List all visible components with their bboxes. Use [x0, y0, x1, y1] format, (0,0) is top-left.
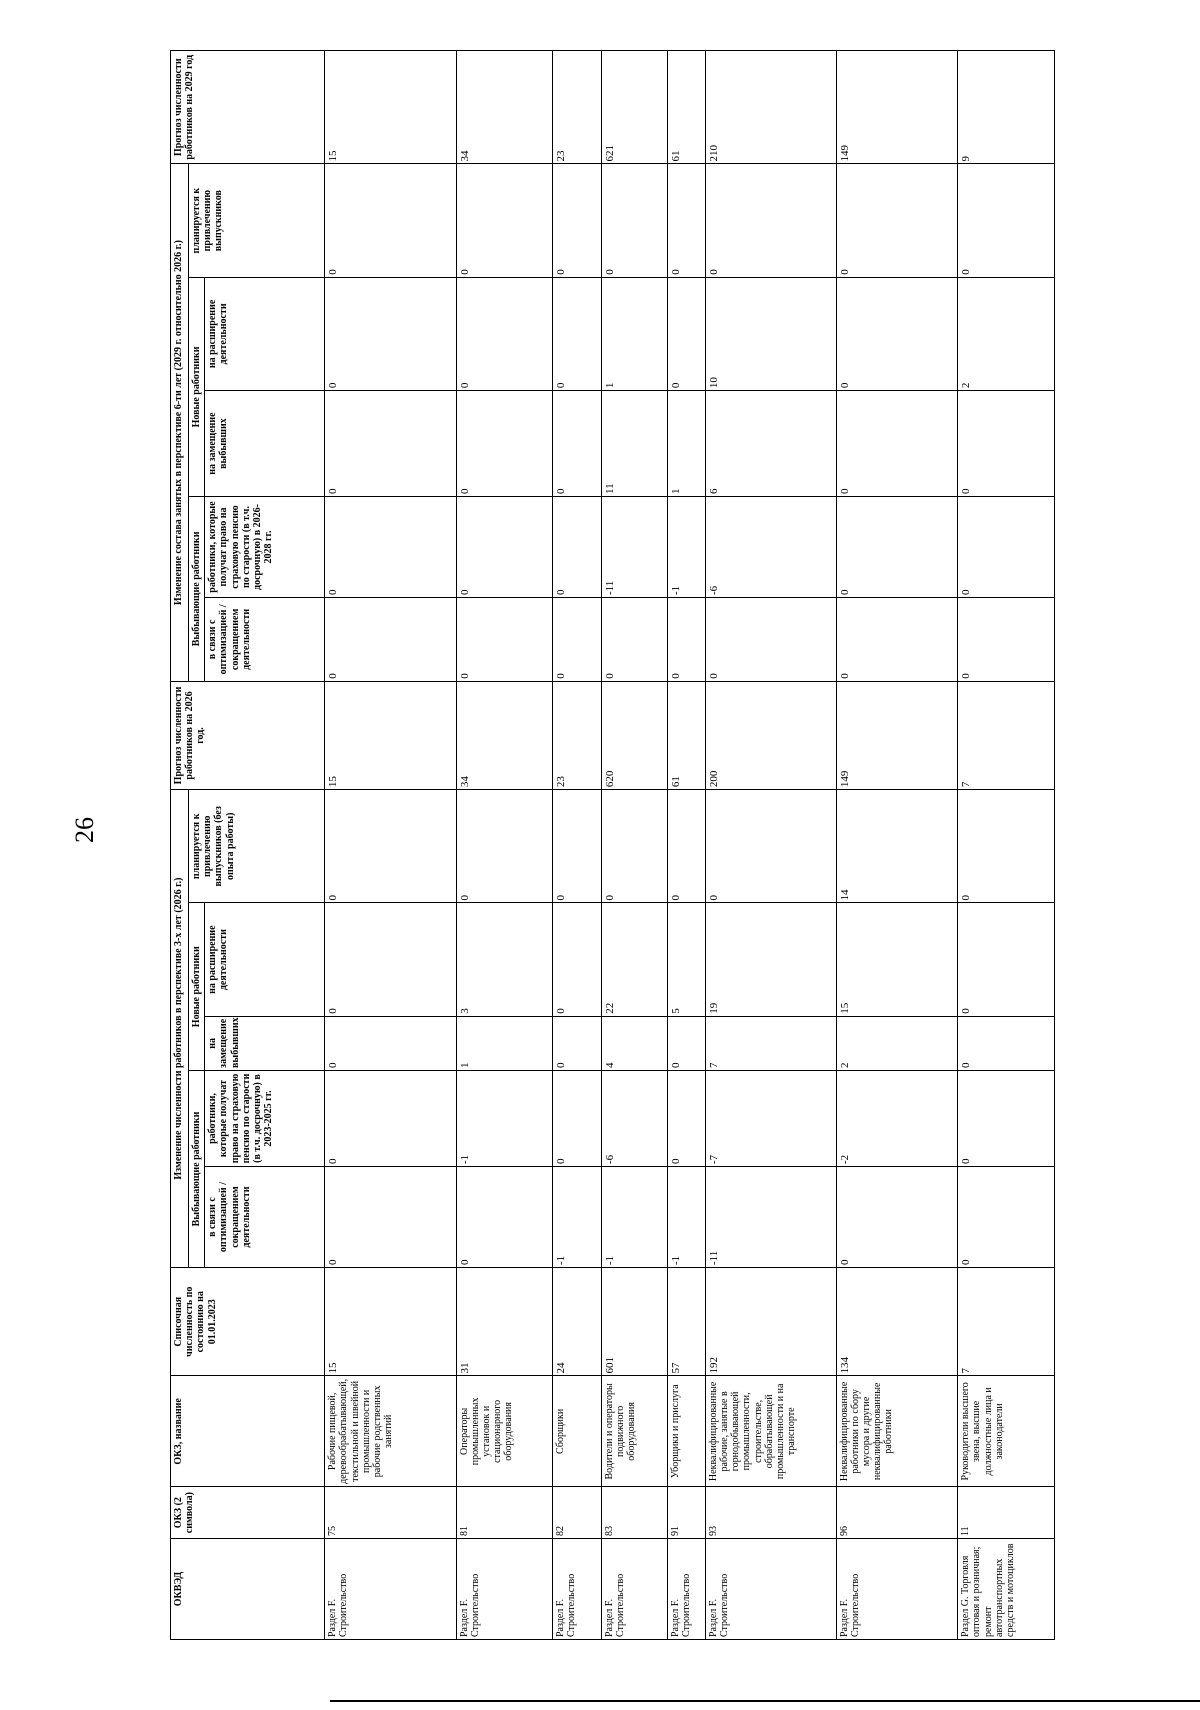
- cell-l_pen6: -6: [705, 497, 836, 598]
- table-row: [705, 51, 836, 1640]
- cell-hc2023: 7: [958, 1268, 1055, 1376]
- cell-n_rep6: 0: [836, 391, 958, 497]
- cell-grads6: 0: [553, 164, 601, 277]
- cell-n_exp6: 2: [958, 277, 1055, 390]
- cell-n_rep: 1: [456, 1016, 553, 1070]
- cell-name: Уборщики и прислуга: [668, 1376, 706, 1487]
- cell-l_opt6: 0: [836, 598, 958, 682]
- cell-name: Неквалифицированные рабочие, занятые в горнодобывающей промышленности, строительстве, обрабатывающей промышленности и на транспорте: [705, 1376, 836, 1487]
- cell-f2029: 61: [668, 51, 706, 164]
- header-new-expand-6y: на расширение деятельности: [205, 277, 325, 390]
- cell-okz: 82: [553, 1487, 601, 1539]
- cell-f2029: 15: [325, 51, 456, 164]
- table-row: [836, 51, 958, 1640]
- cell-f2029: 149: [836, 51, 958, 164]
- header-new-expand-3y: на расширение деятельности: [205, 903, 325, 1016]
- cell-n_exp: 22: [601, 903, 667, 1016]
- cell-okz: 75: [325, 1487, 456, 1539]
- cell-okz: 91: [668, 1487, 706, 1539]
- cell-grads: 0: [668, 790, 706, 903]
- cell-l_opt: 0: [456, 1167, 553, 1268]
- header-leaving-6y: Выбывающие работники: [189, 497, 205, 682]
- cell-f2029: 23: [553, 51, 601, 164]
- header-grads-3y: планируется к привлечению выпускников (без опыта работы): [189, 790, 325, 903]
- cell-okz: 81: [456, 1487, 553, 1539]
- cell-n_exp6: 0: [325, 277, 456, 390]
- cell-n_exp6: 10: [705, 277, 836, 390]
- cell-l_pen: -1: [456, 1070, 553, 1166]
- cell-n_rep6: 0: [456, 391, 553, 497]
- header-leaving-pension-3y: работники, которые получат право на страховую пенсию по старости (в т.ч. досрочную) в 2023-2025 гг.: [205, 1070, 325, 1166]
- cell-l_opt: -1: [601, 1167, 667, 1268]
- cell-name: Водители и операторы подвижного оборудования: [601, 1376, 667, 1487]
- header-leaving-opt-6y: в связи с оптимизацией / сокращением деятельности: [205, 598, 325, 682]
- cell-grads6: 0: [705, 164, 836, 277]
- cell-l_pen6: -1: [668, 497, 706, 598]
- cell-okved: Раздел G. Торговля оптовая и розничная; ремонт автотранспортных средств и мотоциклов: [958, 1539, 1055, 1640]
- cell-n_rep: 0: [668, 1016, 706, 1070]
- cell-f2026: 620: [601, 681, 667, 789]
- cell-hc2023: 192: [705, 1268, 836, 1376]
- cell-l_pen6: 0: [456, 497, 553, 598]
- cell-n_rep6: 0: [553, 391, 601, 497]
- header-okved: ОКВЭД: [171, 1539, 325, 1640]
- cell-l_opt6: 0: [456, 598, 553, 682]
- cell-okved: Раздел F. Строительство: [553, 1539, 601, 1640]
- cell-l_pen: 0: [325, 1070, 456, 1166]
- cell-l_pen: -7: [705, 1070, 836, 1166]
- cell-okved: Раздел F. Строительство: [668, 1539, 706, 1640]
- cell-f2026: 149: [836, 681, 958, 789]
- cell-l_opt: -1: [668, 1167, 706, 1268]
- cell-f2026: 23: [553, 681, 601, 789]
- cell-l_opt6: 0: [553, 598, 601, 682]
- cell-grads6: 0: [325, 164, 456, 277]
- cell-l_pen: 0: [958, 1070, 1055, 1166]
- cell-n_exp6: 0: [668, 277, 706, 390]
- cell-name: Рабочие пищевой, деревообрабатывающей, текстильной и швейной промышленности и рабочие родственных занятий: [325, 1376, 456, 1487]
- cell-l_pen6: 0: [553, 497, 601, 598]
- cell-okved: Раздел F. Строительство: [325, 1539, 456, 1640]
- header-leaving-opt-3y: в связи с оптимизацией / сокращением деятельности: [205, 1167, 325, 1268]
- cell-n_rep6: 0: [958, 391, 1055, 497]
- cell-l_opt: -11: [705, 1167, 836, 1268]
- cell-okz: 93: [705, 1487, 836, 1539]
- cell-l_opt: 0: [836, 1167, 958, 1268]
- table-body: [325, 51, 1055, 1640]
- header-headcount-2023: Списочная численность по состоянию на 01.01.2023: [171, 1268, 325, 1376]
- workforce-table: [170, 50, 1055, 1640]
- cell-n_exp6: 0: [456, 277, 553, 390]
- cell-n_rep: 0: [553, 1016, 601, 1070]
- header-forecast-2029: Прогноз численности работников на 2029 год: [171, 51, 325, 164]
- cell-grads6: 0: [668, 164, 706, 277]
- cell-l_opt: 0: [958, 1167, 1055, 1268]
- table-row: [668, 51, 706, 1640]
- cell-n_exp: 0: [958, 903, 1055, 1016]
- cell-l_opt6: 0: [325, 598, 456, 682]
- cell-grads: 0: [553, 790, 601, 903]
- cell-f2029: 210: [705, 51, 836, 164]
- cell-n_exp: 0: [325, 903, 456, 1016]
- cell-hc2023: 134: [836, 1268, 958, 1376]
- cell-hc2023: 24: [553, 1268, 601, 1376]
- cell-n_rep6: 11: [601, 391, 667, 497]
- cell-grads: 0: [601, 790, 667, 903]
- cell-l_opt6: 0: [705, 598, 836, 682]
- cell-okz: 11: [958, 1487, 1055, 1539]
- cell-grads6: 0: [836, 164, 958, 277]
- cell-n_exp: 3: [456, 903, 553, 1016]
- cell-l_opt6: 0: [668, 598, 706, 682]
- header-new-3y: Новые работники: [189, 903, 205, 1071]
- cell-n_exp: 19: [705, 903, 836, 1016]
- cell-okved: Раздел F. Строительство: [836, 1539, 958, 1640]
- cell-f2026: 15: [325, 681, 456, 789]
- cell-grads: 0: [325, 790, 456, 903]
- header-new-6y: Новые работники: [189, 277, 205, 496]
- cell-f2029: 9: [958, 51, 1055, 164]
- cell-name: Руководители высшего звена, высшие должностные лица и законодатели: [958, 1376, 1055, 1487]
- cell-name: Неквалифицированные работники по сбору мусора и другие неквалифицированные работники: [836, 1376, 958, 1487]
- cell-l_pen6: 0: [836, 497, 958, 598]
- cell-n_rep: 7: [705, 1016, 836, 1070]
- cell-n_rep6: 0: [325, 391, 456, 497]
- table-row: [456, 51, 553, 1640]
- cell-n_rep6: 6: [705, 391, 836, 497]
- header-okz-name: ОКЗ, название: [171, 1376, 325, 1487]
- header-new-replace-3y: на замещение выбывших: [205, 1016, 325, 1070]
- cell-f2026: 200: [705, 681, 836, 789]
- cell-l_pen: 0: [668, 1070, 706, 1166]
- header-change-3y: Изменение численности работников в перспективе 3-х лет (2026 г.): [171, 790, 189, 1268]
- cell-l_pen6: -11: [601, 497, 667, 598]
- table-row: [553, 51, 601, 1640]
- cell-n_exp6: 0: [553, 277, 601, 390]
- cell-n_exp6: 0: [836, 277, 958, 390]
- header-leaving-3y: Выбывающие работники: [189, 1070, 205, 1267]
- cell-n_exp: 0: [553, 903, 601, 1016]
- cell-name: Операторы промышленных установок и стационарного оборудования: [456, 1376, 553, 1487]
- cell-l_pen: -2: [836, 1070, 958, 1166]
- header-new-replace-6y: на замещение выбывших: [205, 391, 325, 497]
- cell-l_opt6: 0: [958, 598, 1055, 682]
- cell-n_exp6: 1: [601, 277, 667, 390]
- header-grads-6y: планируется к привлечению выпускников: [189, 164, 325, 277]
- cell-okved: Раздел F. Строительство: [456, 1539, 553, 1640]
- cell-l_opt: 0: [325, 1167, 456, 1268]
- cell-okved: Раздел F. Строительство: [601, 1539, 667, 1640]
- cell-f2026: 61: [668, 681, 706, 789]
- table-row: [601, 51, 667, 1640]
- cell-okz: 83: [601, 1487, 667, 1539]
- cell-l_pen: -6: [601, 1070, 667, 1166]
- table-row: [958, 51, 1055, 1640]
- table-row: [325, 51, 456, 1640]
- cell-grads: 0: [958, 790, 1055, 903]
- cell-n_rep: 0: [325, 1016, 456, 1070]
- cell-f2026: 34: [456, 681, 553, 789]
- rotated-table-container: [170, 50, 1055, 1640]
- cell-n_rep: 4: [601, 1016, 667, 1070]
- cell-okved: Раздел F. Строительство: [705, 1539, 836, 1640]
- cell-n_rep: 0: [958, 1016, 1055, 1070]
- cell-name: Сборщики: [553, 1376, 601, 1487]
- cell-n_exp: 5: [668, 903, 706, 1016]
- cell-grads: 14: [836, 790, 958, 903]
- cell-l_opt6: 0: [601, 598, 667, 682]
- page-number: 26: [70, 817, 99, 843]
- cell-hc2023: 15: [325, 1268, 456, 1376]
- cell-l_pen6: 0: [325, 497, 456, 598]
- cell-okz: 96: [836, 1487, 958, 1539]
- header-forecast-2026: Прогноз численности работников на 2026 год.: [171, 681, 325, 789]
- cell-hc2023: 31: [456, 1268, 553, 1376]
- cell-f2029: 34: [456, 51, 553, 164]
- cell-grads6: 0: [958, 164, 1055, 277]
- cell-f2029: 621: [601, 51, 667, 164]
- bottom-rule: [330, 1700, 1200, 1702]
- cell-hc2023: 601: [601, 1268, 667, 1376]
- cell-grads: 0: [456, 790, 553, 903]
- cell-n_rep6: 1: [668, 391, 706, 497]
- cell-n_exp: 15: [836, 903, 958, 1016]
- cell-grads6: 0: [456, 164, 553, 277]
- header-change-6y: Изменение состава занятых в перспективе 6-ти лет (2029 г. относительно 2026 г.): [171, 164, 189, 681]
- cell-l_pen: 0: [553, 1070, 601, 1166]
- header-leaving-pension-6y: работники, которые получат право на страховую пенсию по старости (в т.ч. досрочную) в 2026-2028 гг.: [205, 497, 325, 598]
- cell-grads: 0: [705, 790, 836, 903]
- cell-n_rep: 2: [836, 1016, 958, 1070]
- cell-l_pen6: 0: [958, 497, 1055, 598]
- cell-grads6: 0: [601, 164, 667, 277]
- header-okz-code: ОКЗ (2 символа): [171, 1487, 325, 1539]
- cell-f2026: 7: [958, 681, 1055, 789]
- cell-l_opt: -1: [553, 1167, 601, 1268]
- cell-hc2023: 57: [668, 1268, 706, 1376]
